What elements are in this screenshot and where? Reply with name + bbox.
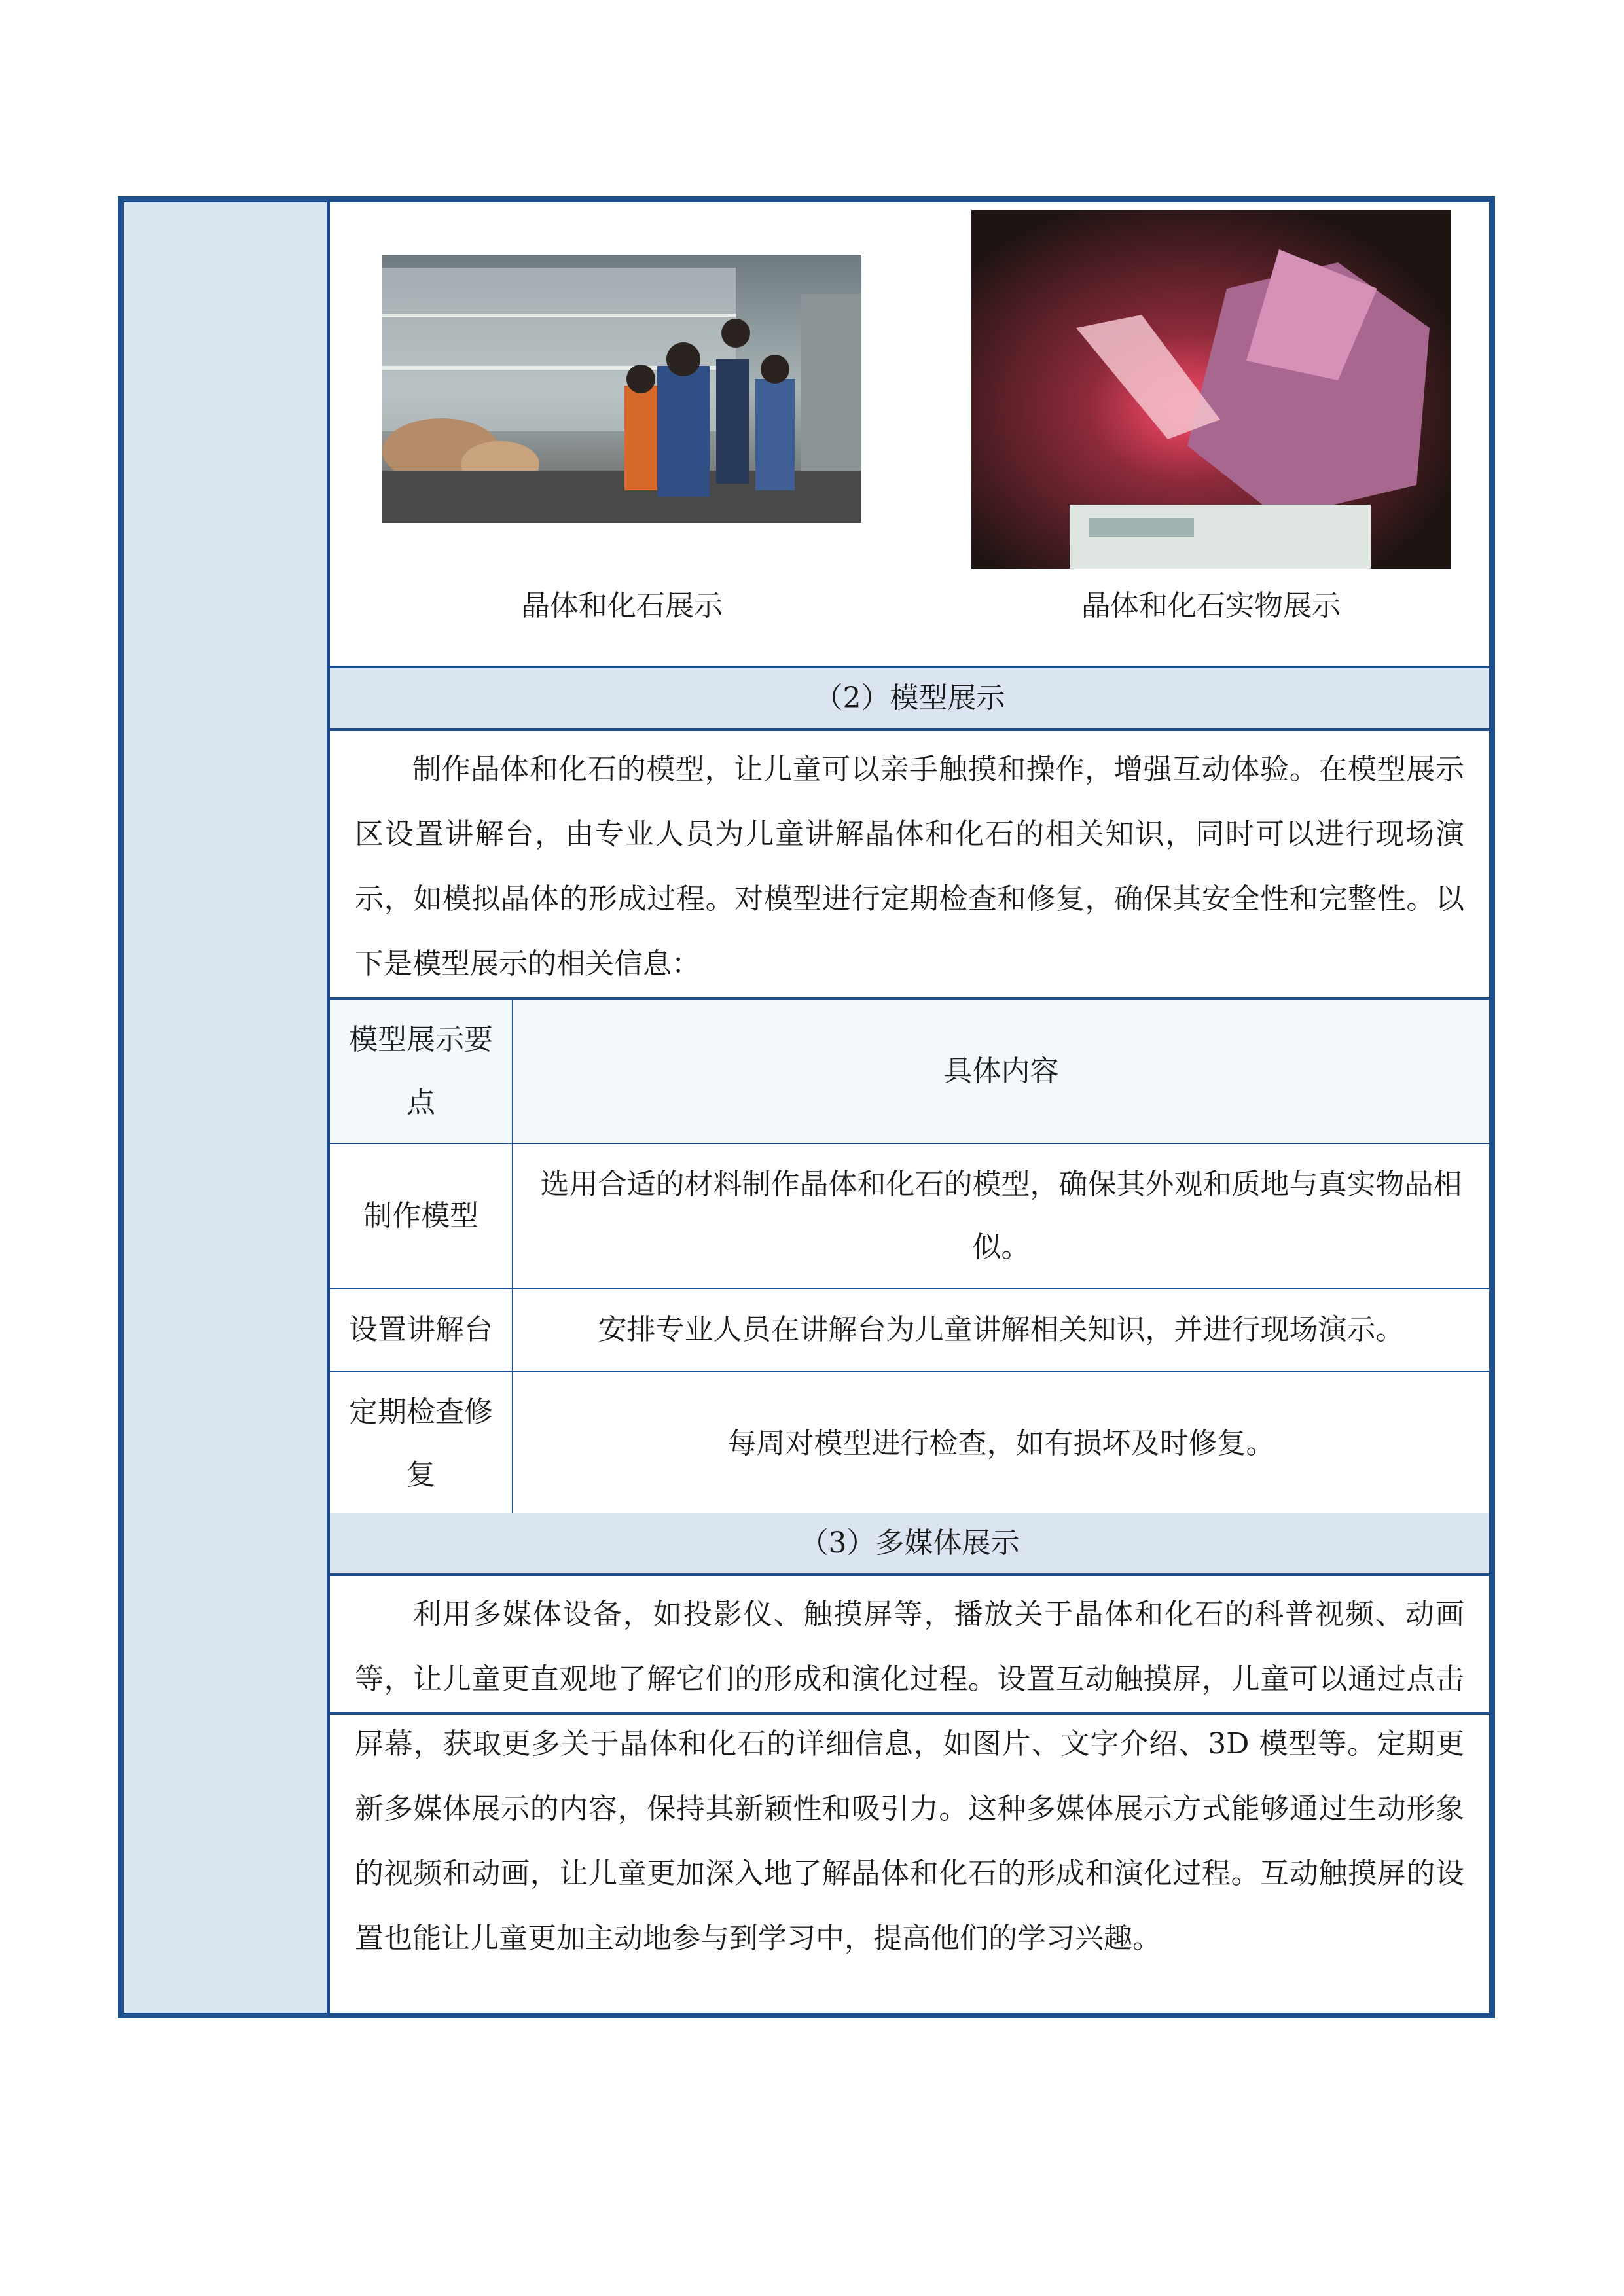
table-header-row xyxy=(330,1000,1489,1144)
table-row xyxy=(330,1144,1489,1289)
table-row-value: 选用合适的材料制作晶体和化石的模型，确保其外观和质地与真实物品相似。 xyxy=(540,1168,1462,1264)
table-row-value: 每周对模型进行检查，如有损坏及时修复。 xyxy=(727,1427,1275,1460)
amethyst-crystal-photo xyxy=(971,210,1451,569)
museum-visitors-photo xyxy=(382,255,861,523)
table-header-key: 模型展示要点 xyxy=(330,1000,513,1143)
table-row-key: 制作模型 xyxy=(330,1144,513,1288)
table-header-value: 具体内容 xyxy=(943,1054,1059,1088)
table-row xyxy=(330,1372,1489,1516)
table-row-key: 定期检查修复 xyxy=(330,1372,513,1516)
table-row-key: 设置讲解台 xyxy=(330,1289,513,1371)
section-2-paragraph: 制作晶体和化石的模型，让儿童可以亲手触摸和操作，增强互动体验。在模型展示区设置讲解台，由专业人员为儿童讲解晶体和化石的相关知识，同时可以进行现场演示，如模拟晶体的形成过程。对模型进行定期检查和修复，确保其安全性和完整性。以下是模型展示的相关信息： xyxy=(355,753,1464,980)
table-row xyxy=(330,1289,1489,1372)
section-3-paragraph: 利用多媒体设备，如投影仪、触摸屏等，播放关于晶体和化石的科普视频、动画等，让儿童更直观地了解它们的形成和演化过程。设置互动触摸屏，儿童可以通过点击屏幕，获取更多关于晶体和化石的详细信息，如图片、文字介绍、3D 模型等。定期更新多媒体展示的内容，保持其新颖性和吸引力。这种多媒体展示方式能够通过生动形象的视频和动画，让儿童更加深入地了解晶体和化石的形成和演化过程。互动触摸屏的设置也能让儿童更加主动地参与到学习中，提高他们的学习兴趣。 xyxy=(355,1598,1464,1955)
document-frame xyxy=(118,196,1495,2018)
photo-caption-1: 晶体和化石展示 xyxy=(521,589,723,622)
left-sidebar-column xyxy=(124,202,330,2013)
section-3-title: （3）多媒体展示 xyxy=(330,1513,1489,1576)
table-row-value: 安排专业人员在讲解台为儿童讲解相关知识，并进行现场演示。 xyxy=(598,1313,1405,1346)
photo-row xyxy=(330,202,1489,668)
content-column xyxy=(330,202,1489,2013)
photo-caption-2: 晶体和化石实物展示 xyxy=(1081,589,1341,622)
section-2-title: （2）模型展示 xyxy=(330,668,1489,731)
